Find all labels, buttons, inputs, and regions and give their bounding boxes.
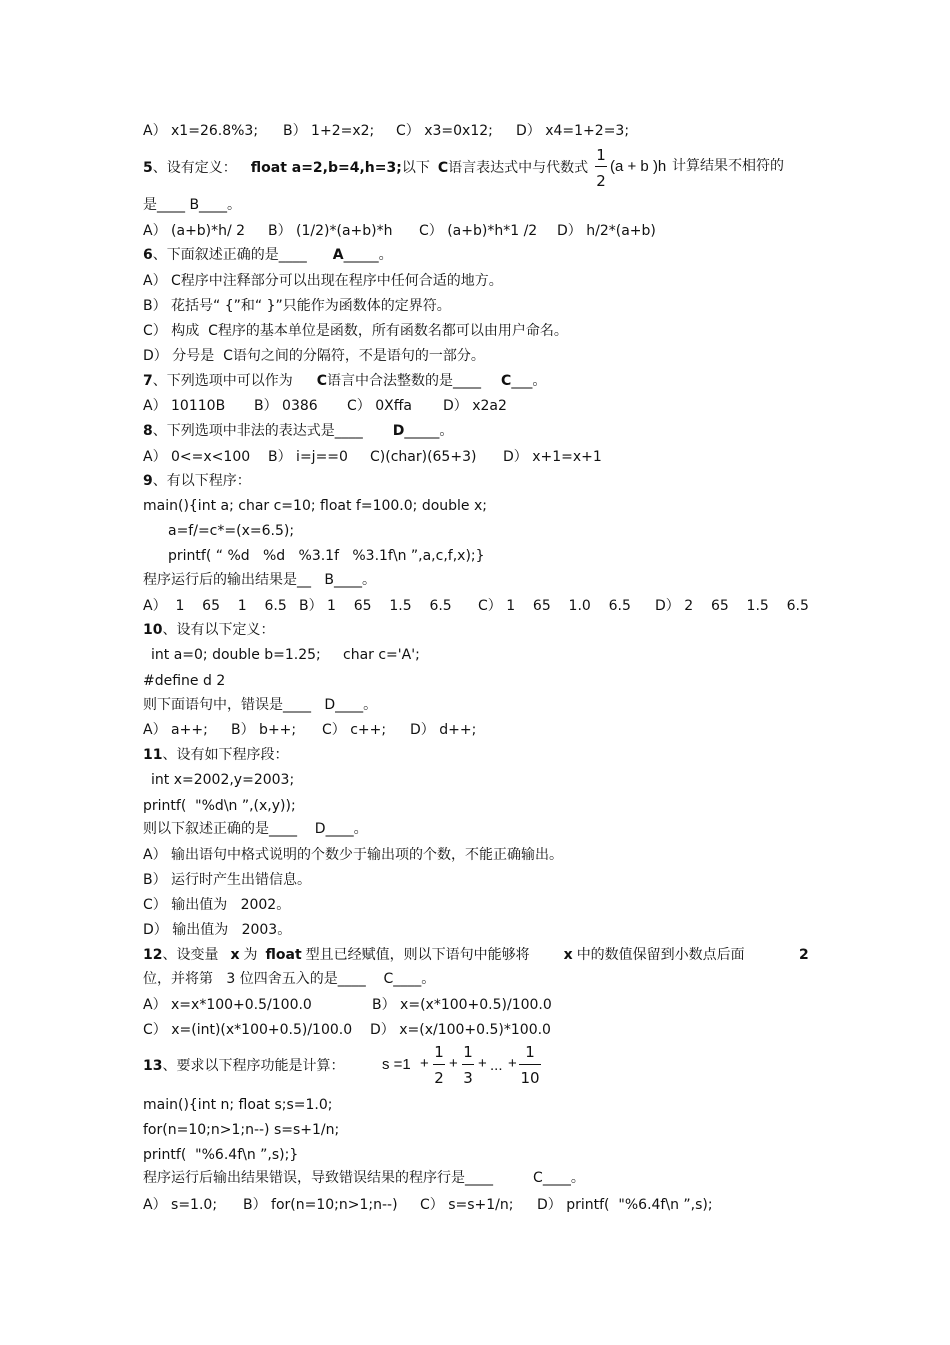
q13-frac1-num: 1 <box>434 1043 444 1061</box>
q5-code: float a=2,b=4,h=3; <box>250 160 402 176</box>
q7-option-b: B） 0386 <box>254 398 318 414</box>
q13-dots: ... <box>490 1057 503 1074</box>
q5-stem <box>143 159 588 177</box>
q12-v1: x <box>230 947 240 963</box>
q5-option-b: B） (1/2)*(a+b)*h <box>268 223 393 239</box>
q12-option-d: D） x=(x/100+0.5)*100.0 <box>370 1022 551 1038</box>
q5-frac-den: 2 <box>596 172 606 190</box>
q13-result: 程序运行后输出结果错误，导致错误结果的程序行是____ C____。 <box>143 1170 585 1186</box>
q12-v4: 2 <box>799 947 809 963</box>
q12-option-b: B） x=(x*100+0.5)/100.0 <box>372 997 552 1013</box>
q13-frac3-num: 1 <box>525 1043 535 1061</box>
q11-option-d: D） 输出值为 2003。 <box>143 922 292 938</box>
q13-frac3-den: 10 <box>520 1069 540 1087</box>
q13-option-c: C） s=s+1/n; <box>420 1197 514 1213</box>
q10-text: 、设有以下定义： <box>162 622 275 638</box>
q6-answer-tail: _____。 <box>343 247 393 263</box>
q11-result: 则以下叙述正确的是____ D____。 <box>143 821 368 837</box>
q6-option-b: B） 花括号“ {”和“ }”只能作为函数体的定界符。 <box>143 298 451 314</box>
q7-text: 、下列选项中可以作为 <box>152 373 293 389</box>
q5-tail: 计算结果不相符的 <box>672 158 784 174</box>
q6-stem <box>143 246 393 264</box>
q8-option-b: B） i=j==0 <box>268 449 348 465</box>
q13-plus-3: + <box>478 1055 487 1072</box>
q11-text: 、设有如下程序段： <box>162 747 289 763</box>
q12-stem <box>143 946 745 964</box>
q8-option-c: C)(char)(65+3) <box>370 449 477 465</box>
q10-number: 10 <box>143 622 163 638</box>
q6-text: 、下面叙述正确的是____ <box>152 247 307 263</box>
q9-code-line-1: main(){int a; char c=10; float f=100.0; double x; <box>143 498 487 514</box>
q12-t4: 中的数值保留到小数点后面 <box>576 947 745 963</box>
q11-stem <box>143 746 288 764</box>
q7-stem <box>143 372 546 390</box>
q12-v2: float <box>265 947 302 963</box>
q9-code-line-3: printf( “ %d %d %3.1f %3.1f\n ”,a,c,f,x);} <box>168 548 485 564</box>
q5-option-c: C） (a+b)*h*1 /2 <box>419 223 538 239</box>
q13-frac1-den: 2 <box>434 1069 444 1087</box>
q13-frac2-bar <box>462 1064 474 1065</box>
q13-frac1-bar <box>433 1064 445 1065</box>
q5-expr-body: (a + b )h <box>610 158 667 175</box>
q10-code-line-2: #define d 2 <box>143 673 226 689</box>
q13-frac2-num: 1 <box>463 1043 473 1061</box>
q13-number: 13 <box>143 1058 163 1074</box>
q11-option-b: B） 运行时产生出错信息。 <box>143 872 312 888</box>
q9-option-a: A） 1 65 1 6.5 <box>143 598 287 614</box>
q13-code-line-3: printf( "%6.4f\n ”,s);} <box>143 1147 299 1163</box>
q10-stem <box>143 621 274 639</box>
q13-plus-2: + <box>449 1055 458 1072</box>
q7-number: 7 <box>143 373 153 389</box>
q8-option-a: A） 0<=x<100 <box>143 449 251 465</box>
q13-stem <box>143 1057 344 1075</box>
q13-code-line-1: main(){int n; float s;s=1.0; <box>143 1097 333 1113</box>
q7-option-c: C） 0Xffa <box>347 398 412 414</box>
q7-answer-tail: ___。 <box>511 373 547 389</box>
q7-option-a: A） 10110B <box>143 398 226 414</box>
q8-option-d: D） x+1=x+1 <box>503 449 602 465</box>
q11-code-line-1: int x=2002,y=2003; <box>151 772 295 788</box>
q13-frac2-den: 3 <box>463 1069 473 1087</box>
q10-option-d: D） d++; <box>410 722 477 738</box>
q12-t1: 、设变量 <box>162 947 219 963</box>
q5-line2: 是____ B____。 <box>143 197 242 213</box>
q5-post: 语言表达式中与代数式 <box>448 160 589 176</box>
q7-lang: C <box>316 373 328 389</box>
q11-number: 11 <box>143 747 163 763</box>
q13-text: 、要求以下程序功能是计算： <box>162 1058 345 1074</box>
q13-formula-lhs: s =1 <box>382 1056 411 1073</box>
q13-option-d: D） printf( "%6.4f\n ”,s); <box>537 1197 713 1213</box>
q8-answer: D <box>392 423 405 439</box>
q11-code-line-2: printf( "%d\n ”,(x,y)); <box>143 798 296 814</box>
q13-plus-4: + <box>508 1055 517 1072</box>
q10-option-b: B） b++; <box>231 722 297 738</box>
q7-answer: C <box>501 373 512 389</box>
q11-option-a: A） 输出语句中格式说明的个数少于输出项的个数，不能正确输出。 <box>143 847 564 863</box>
q13-frac3-bar <box>519 1064 541 1065</box>
q12-option-c: C） x=(int)(x*100+0.5)/100.0 <box>143 1022 353 1038</box>
q5-option-a: A） (a+b)*h/ 2 <box>143 223 246 239</box>
q10-option-c: C） c++; <box>322 722 387 738</box>
q4-option-d: D） x4=1+2=3; <box>516 123 630 139</box>
q12-t2: 为 <box>243 947 258 963</box>
q5-lang: C <box>437 160 449 176</box>
q12-t3: 型且已经赋值，则以下语句中能够将 <box>305 947 530 963</box>
q6-option-a: A） C程序中注释部分可以出现在程序中任何合适的地方。 <box>143 273 503 289</box>
q5-mid: 以下 <box>401 160 430 176</box>
q7-text2: 语言中合法整数的是____ <box>327 373 482 389</box>
q6-answer: A <box>332 247 344 263</box>
q10-code-line-1: int a=0; double b=1.25; char c='A'; <box>151 647 420 663</box>
q8-answer-tail: _____。 <box>404 423 454 439</box>
q12-number: 12 <box>143 947 163 963</box>
q10-option-a: A） a++; <box>143 722 208 738</box>
q6-number: 6 <box>143 247 153 263</box>
q13-code-line-2: for(n=10;n>1;n--) s=s+1/n; <box>143 1122 340 1138</box>
q4-option-b: B） 1+2=x2; <box>283 123 375 139</box>
q13-option-b: B） for(n=10;n>1;n--) <box>243 1197 398 1213</box>
q9-option-b: B） 1 65 1.5 6.5 <box>299 598 452 614</box>
q11-option-c: C） 输出值为 2002。 <box>143 897 291 913</box>
q9-text: 、有以下程序： <box>152 473 251 489</box>
q9-option-c: C） 1 65 1.0 6.5 <box>478 598 631 614</box>
q5-frac-num: 1 <box>596 146 606 164</box>
q4-option-c: C） x3=0x12; <box>396 123 493 139</box>
q9-stem <box>143 472 251 490</box>
q5-number: 5 <box>143 160 153 176</box>
q12-v3: x <box>563 947 573 963</box>
q8-text: 、下列选项中非法的表达式是____ <box>152 423 363 439</box>
q8-stem <box>143 422 453 440</box>
q13-plus-1: + <box>420 1055 429 1072</box>
q12-line2: 位，并将第 3 位四舍五入的是____ C____。 <box>143 971 436 987</box>
q6-option-d: D） 分号是 C语句之间的分隔符，不是语句的一部分。 <box>143 348 485 364</box>
q5-pre: 、设有定义： <box>152 160 237 176</box>
q8-number: 8 <box>143 423 153 439</box>
q12-option-a: A） x=x*100+0.5/100.0 <box>143 997 312 1013</box>
q9-result: 程序运行后的输出结果是__ B____。 <box>143 572 376 588</box>
q6-option-c: C） 构成 C程序的基本单位是函数，所有函数名都可以由用户命名。 <box>143 323 568 339</box>
q10-result: 则下面语句中，错误是____ D____。 <box>143 697 378 713</box>
q5-option-d: D） h/2*(a+b) <box>557 223 656 239</box>
q4-option-a: A） x1=26.8%3; <box>143 123 259 139</box>
q9-option-d: D） 2 65 1.5 6.5 <box>655 598 809 614</box>
q9-code-line-2: a=f/=c*=(x=6.5); <box>168 523 295 539</box>
q5-frac-bar <box>595 166 607 167</box>
q9-number: 9 <box>143 473 153 489</box>
q13-option-a: A） s=1.0; <box>143 1197 218 1213</box>
q7-option-d: D） x2a2 <box>443 398 507 414</box>
